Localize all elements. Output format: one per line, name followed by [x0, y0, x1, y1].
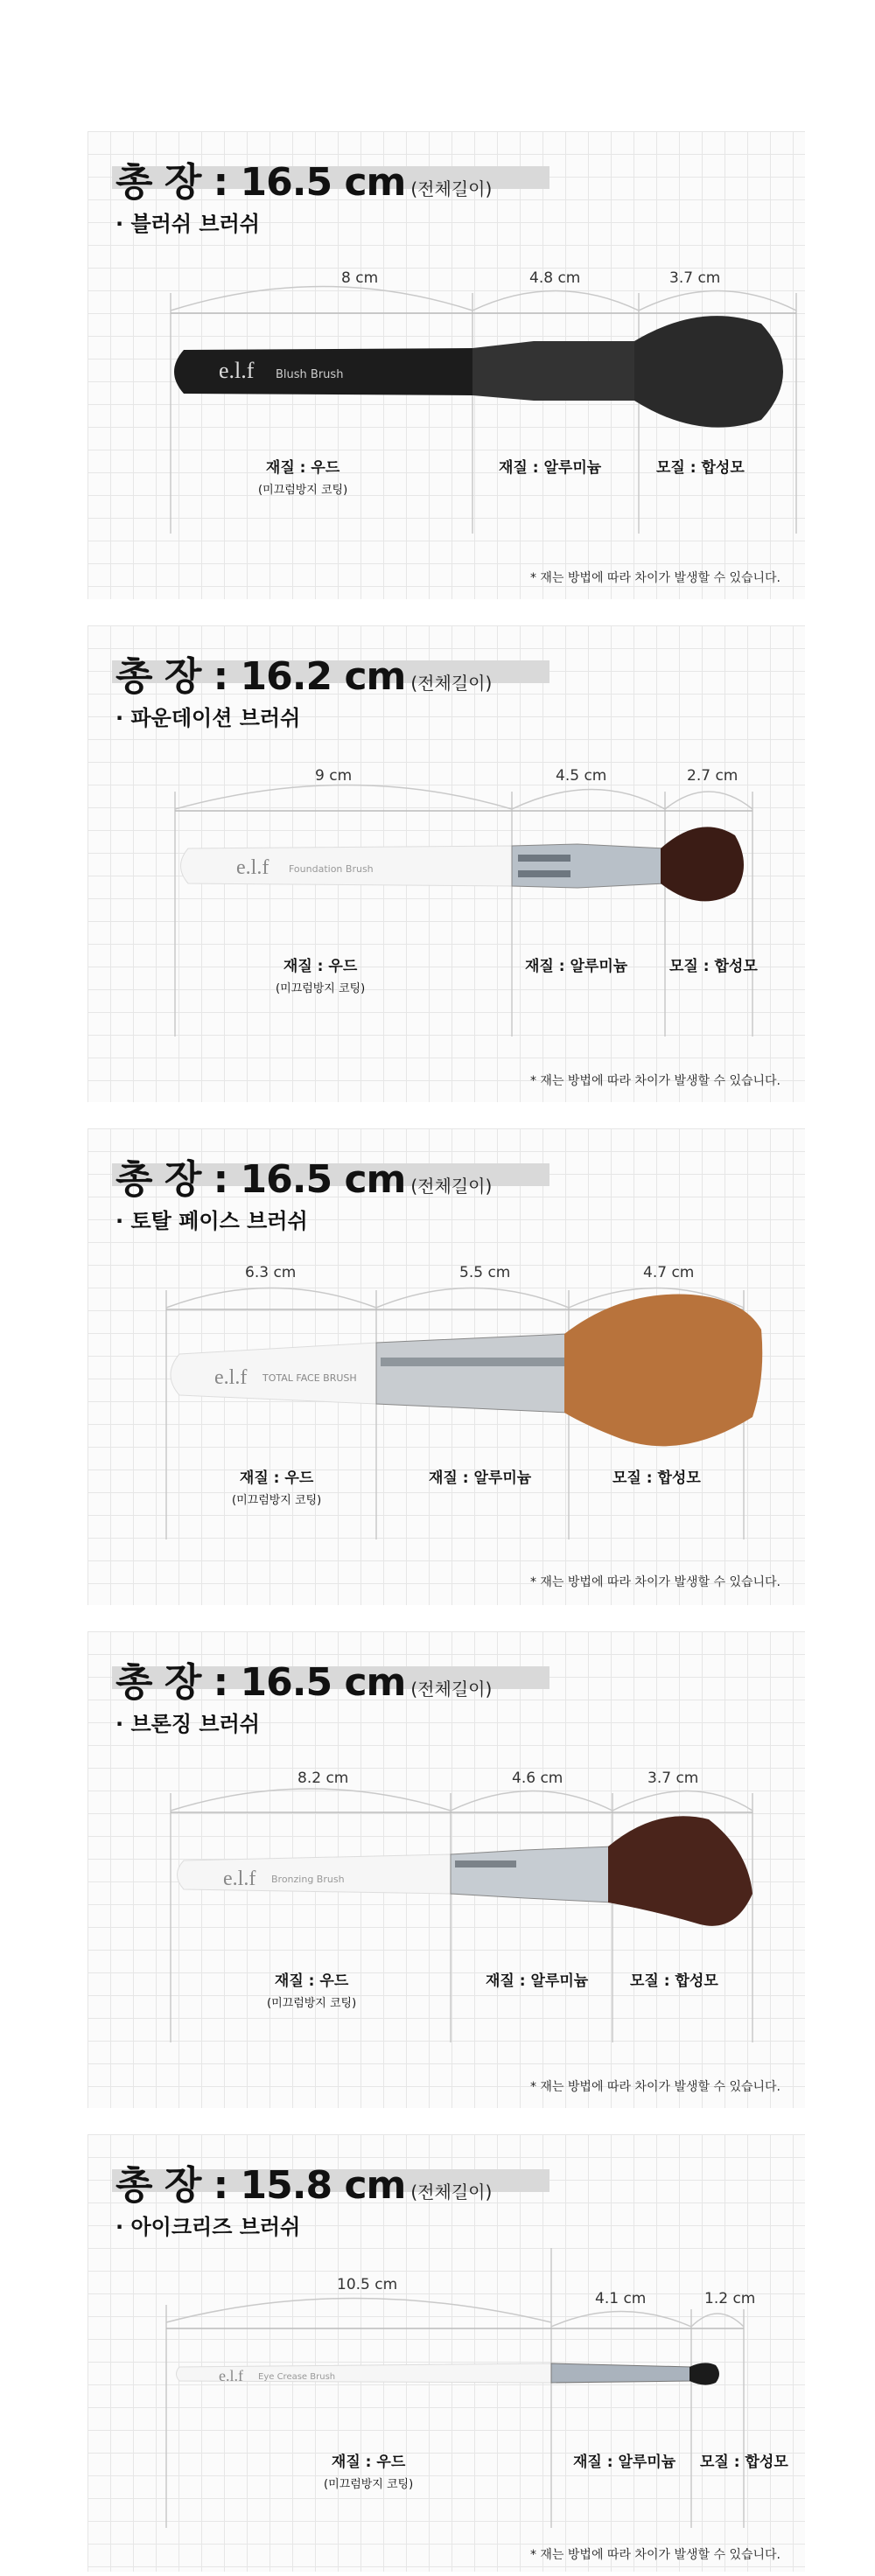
- brush-bristles: [690, 2363, 719, 2384]
- brush-name: · 브론징 브러쉬: [116, 1712, 260, 1736]
- brush-illustration: [88, 131, 805, 599]
- handle-material: [276, 953, 365, 995]
- brush-bristles: [634, 316, 783, 428]
- handle-material: [232, 1465, 321, 1507]
- handle-material: [324, 2449, 413, 2491]
- brush-name: · 아이크리즈 브러쉬: [116, 2215, 301, 2239]
- handle-length: 10.5 cm: [337, 2276, 398, 2293]
- brand-logo: e.l.f: [214, 1366, 248, 1389]
- total-length-caption: (전체길이): [410, 2182, 493, 2203]
- brush-ferrule: [551, 2363, 691, 2383]
- bristle-length: 3.7 cm: [669, 269, 721, 287]
- total-length: 총 장 : 16.5 cm: [116, 1157, 406, 1202]
- handle-material-text: 재질 : 우드: [239, 1470, 314, 1487]
- brush-name: · 파운데이션 브러쉬: [116, 706, 301, 730]
- coating-note: (미끄럼방지 코팅): [324, 2478, 414, 2491]
- coating-note: (미끄럼방지 코팅): [258, 484, 348, 497]
- brush-label: Foundation Brush: [289, 863, 374, 875]
- ferrule-length: 4.6 cm: [512, 1770, 564, 1787]
- measurement-note: * 재는 방법에 따라 차이가 발생할 수 있습니다.: [529, 1074, 780, 1088]
- bristle-material: 모질 : 합성모: [656, 459, 745, 477]
- ferrule-length: 5.5 cm: [459, 1264, 511, 1281]
- ferrule-length: 4.5 cm: [556, 767, 607, 785]
- brush-bristles: [564, 1295, 762, 1447]
- brand-logo: e.l.f: [219, 358, 255, 383]
- measure-arc: [171, 287, 472, 311]
- total-length-caption: (전체길이): [410, 1679, 493, 1700]
- handle-material-text: 재질 : 우드: [283, 958, 358, 975]
- handle-length: 8.2 cm: [298, 1770, 349, 1787]
- handle-material: [258, 455, 347, 497]
- total-length: 총 장 : 16.2 cm: [116, 654, 406, 699]
- bristle-length: 2.7 cm: [687, 767, 738, 785]
- total-length-caption: (전체길이): [410, 178, 493, 199]
- handle-material-text: 재질 : 우드: [274, 1972, 349, 1990]
- coating-note: (미끄럼방지 코팅): [276, 982, 366, 995]
- brush-label: Eye Crease Brush: [258, 2372, 336, 2382]
- bristle-material: 모질 : 합성모: [630, 1972, 718, 1990]
- ferrule-material: 재질 : 알루미늄: [486, 1972, 589, 1990]
- brush-ferrule: [472, 341, 639, 401]
- handle-length: 8 cm: [341, 269, 379, 287]
- measure-arc: [472, 291, 639, 311]
- coating-note: (미끄럼방지 코팅): [267, 1997, 357, 2010]
- brush-ferrule: [512, 844, 665, 888]
- brush-illustration: [88, 2134, 805, 2572]
- measurement-note: * 재는 방법에 따라 차이가 발생할 수 있습니다.: [529, 571, 780, 585]
- total-length: 총 장 : 15.8 cm: [116, 2163, 406, 2208]
- brush-name: · 토탈 페이스 브러쉬: [116, 1209, 308, 1233]
- total-length: 총 장 : 16.5 cm: [116, 1660, 406, 1705]
- brush-section-blush: [88, 131, 805, 599]
- brush-illustration: [88, 1631, 805, 2108]
- handle-material-text: 재질 : 우드: [331, 2454, 406, 2471]
- bristle-material: 모질 : 합성모: [700, 2454, 788, 2471]
- brush-name: · 블러쉬 브러쉬: [116, 212, 260, 236]
- brush-section-eye-crease: [88, 2134, 805, 2572]
- handle-material: [267, 1968, 356, 2010]
- handle-material-text: 재질 : 우드: [265, 459, 340, 477]
- bristle-material: 모질 : 합성모: [612, 1470, 701, 1487]
- brush-label: TOTAL FACE BRUSH: [262, 1372, 357, 1384]
- ferrule-material: 재질 : 알루미늄: [499, 459, 602, 477]
- brush-section-bronzing: [88, 1631, 805, 2108]
- ferrule-length: 4.8 cm: [529, 269, 581, 287]
- brush-ferrule: [376, 1334, 569, 1413]
- brush-section-total-face: [88, 1128, 805, 1605]
- coating-note: (미끄럼방지 코팅): [232, 1494, 322, 1507]
- brush-bristles: [661, 827, 744, 901]
- total-length: 총 장 : 16.5 cm: [116, 160, 406, 205]
- bristle-material: 모질 : 합성모: [669, 958, 758, 975]
- ferrule-length: 4.1 cm: [595, 2290, 647, 2307]
- ferrule-material: 재질 : 알루미늄: [429, 1470, 532, 1487]
- handle-length: 6.3 cm: [245, 1264, 297, 1281]
- brush-ferrule: [451, 1846, 612, 1902]
- bristle-length: 1.2 cm: [704, 2290, 756, 2307]
- brush-illustration: [88, 1128, 805, 1605]
- brand-logo: e.l.f: [223, 1867, 256, 1890]
- brush-label: Bronzing Brush: [271, 1874, 345, 1885]
- brand-logo: e.l.f: [219, 2367, 243, 2384]
- measurement-note: * 재는 방법에 따라 차이가 발생할 수 있습니다.: [529, 2080, 780, 2094]
- total-length-caption: (전체길이): [410, 1176, 493, 1197]
- brush-bristles: [608, 1816, 752, 1926]
- measurement-note: * 재는 방법에 따라 차이가 발생할 수 있습니다.: [529, 2548, 780, 2562]
- brand-logo: e.l.f: [236, 856, 270, 879]
- brush-illustration: [88, 625, 805, 1102]
- bristle-length: 4.7 cm: [643, 1264, 695, 1281]
- measurement-note: * 재는 방법에 따라 차이가 발생할 수 있습니다.: [529, 1575, 780, 1589]
- brush-label: Blush Brush: [276, 368, 344, 381]
- total-length-caption: (전체길이): [410, 673, 493, 694]
- ferrule-material: 재질 : 알루미늄: [573, 2454, 676, 2471]
- measure-arc: [639, 291, 796, 311]
- bristle-length: 3.7 cm: [648, 1770, 699, 1787]
- handle-length: 9 cm: [315, 767, 353, 785]
- brush-section-foundation: [88, 625, 805, 1102]
- ferrule-material: 재질 : 알루미늄: [525, 958, 628, 975]
